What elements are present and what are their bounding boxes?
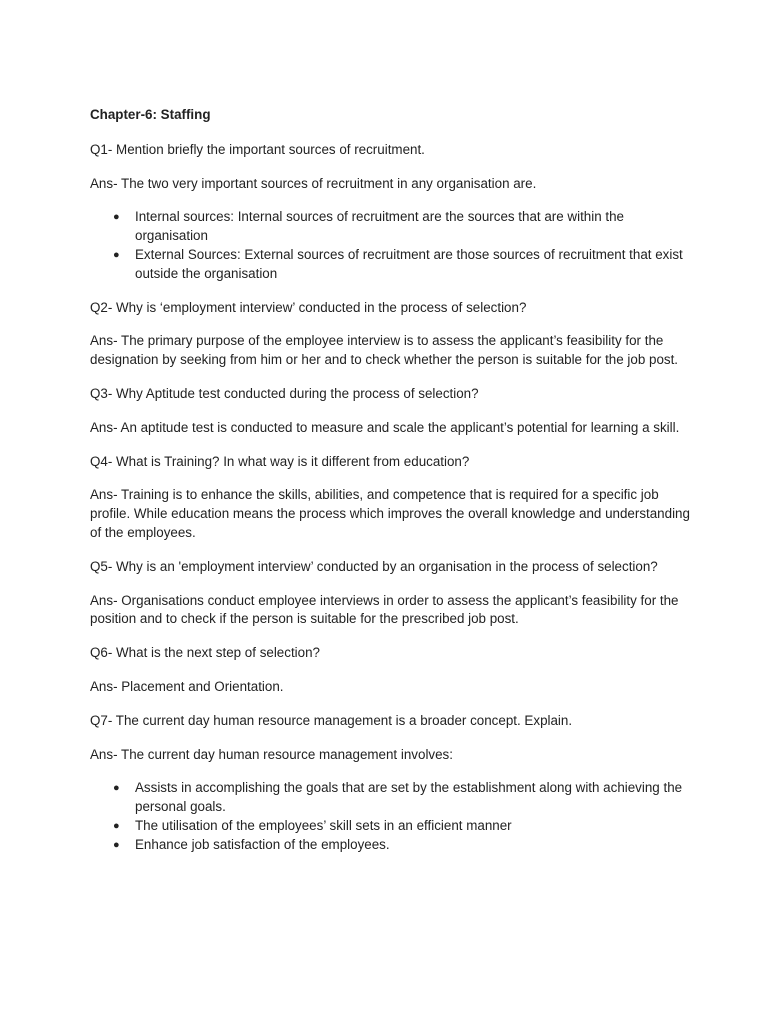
- answer-4: Ans- Training is to enhance the skills, abilities, and competence that is required for a specific job profile. While education means the process which improves the overall knowledge and understanding of the employees.: [90, 487, 690, 540]
- list-item: [90, 246, 690, 284]
- question-4: Q4- What is Training? In what way is it different from education?: [90, 453, 470, 469]
- question-2: Q2- Why is ‘employment interview’ conducted in the process of selection?: [90, 299, 527, 315]
- chapter-title: Chapter-6: Staffing: [90, 107, 211, 122]
- bullet-icon: ●: [113, 819, 120, 832]
- answer-5: Ans- Organisations conduct employee interviews in order to assess the applicant’s feasibility for the position and to check if the person is suitable for the prescribed job post.: [90, 592, 679, 627]
- list-item: [90, 208, 690, 246]
- bullet-icon: ●: [113, 782, 120, 795]
- question-3: Q3- Why Aptitude test conducted during the process of selection?: [90, 385, 479, 401]
- bullet-icon: ●: [113, 211, 120, 224]
- list-item: [90, 836, 690, 855]
- answer-7-list: [90, 779, 690, 854]
- bullet-icon: ●: [113, 248, 120, 261]
- answer-2: Ans- The primary purpose of the employee interview is to assess the applicant’s feasibility for the designation by seeking from him or her and to check whether the person is suitable for the job post.: [90, 333, 679, 368]
- list-item: [90, 817, 690, 836]
- answer-6: Ans- Placement and Orientation.: [90, 678, 284, 694]
- answer-1-list: [90, 208, 690, 283]
- question-1: Q1- Mention briefly the important sources of recruitment.: [90, 141, 425, 157]
- list-item: [90, 779, 690, 817]
- list-item-text: The utilisation of the employees’ skill sets in an efficient manner: [135, 817, 512, 833]
- question-5: Q5- Why is an 'employment interview’ conducted by an organisation in the process of selection?: [90, 558, 658, 574]
- answer-7: Ans- The current day human resource management involves:: [90, 746, 453, 762]
- answer-3: Ans- An aptitude test is conducted to measure and scale the applicant’s potential for learning a skill.: [90, 419, 680, 435]
- list-item-text: Enhance job satisfaction of the employees.: [135, 836, 390, 852]
- question-7: Q7- The current day human resource management is a broader concept. Explain.: [90, 712, 573, 728]
- question-6: Q6- What is the next step of selection?: [90, 645, 320, 661]
- list-item-text: External Sources: External sources of recruitment are those sources of recruitment that exist outside the organisation: [135, 246, 683, 281]
- answer-1: Ans- The two very important sources of recruitment in any organisation are.: [90, 175, 537, 191]
- bullet-icon: ●: [113, 838, 120, 851]
- list-item-text: Internal sources: Internal sources of recruitment are the sources that are within the organisation: [135, 209, 625, 244]
- document-page: [90, 106, 690, 870]
- list-item-text: Assists in accomplishing the goals that are set by the establishment along with achieving the personal goals.: [135, 780, 683, 815]
